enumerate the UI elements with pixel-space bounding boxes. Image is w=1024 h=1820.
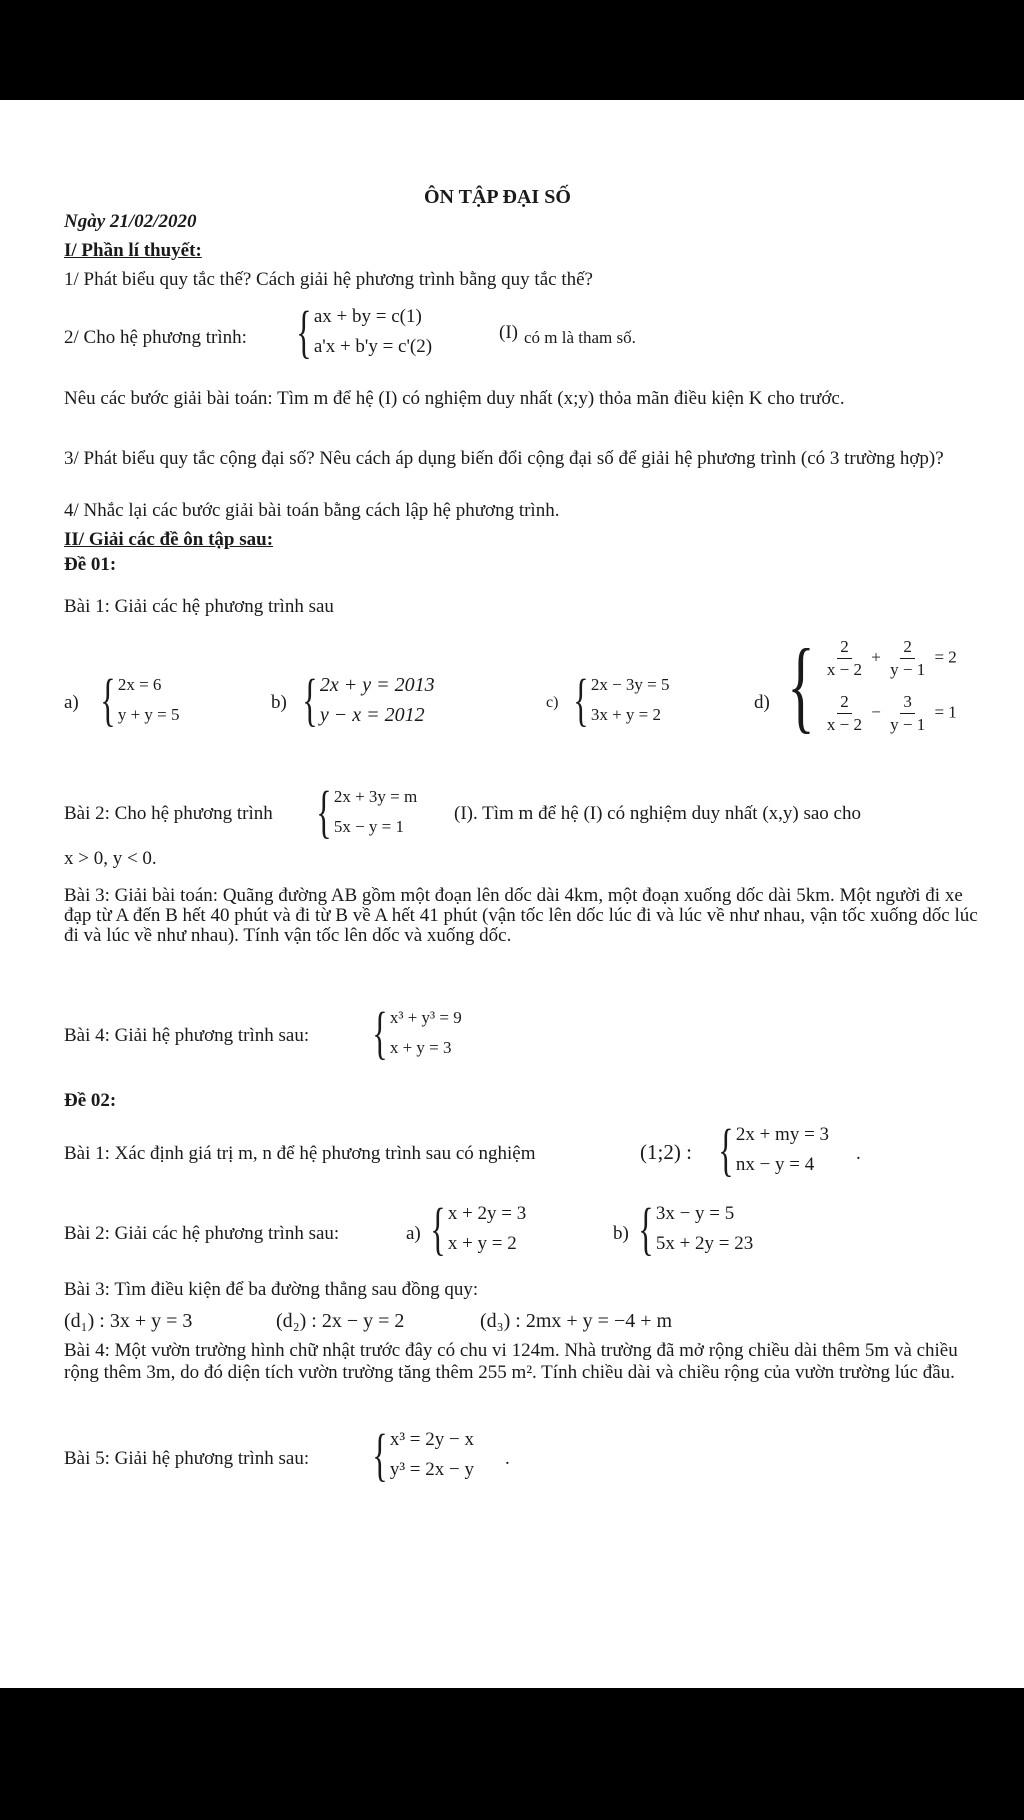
label-b: b) [271, 692, 287, 713]
system-label: (I) [499, 322, 518, 343]
date: Ngày 21/02/2020 [64, 211, 197, 232]
equation: x + y = 3 [389, 1038, 452, 1057]
equation: nx − y = 4 [735, 1154, 815, 1175]
de01-bai1: Bài 1: Giải các hệ phương trình sau [64, 596, 334, 617]
system-b: { 2x + y = 2013 y − x = 2012 [302, 667, 435, 732]
fraction: $\frac{3}{y - 1}$ [890, 692, 926, 734]
de02-bai3: Bài 3: Tìm điều kiện để ba đường thẳng sau đồng quy: [64, 1279, 479, 1300]
de02-bai1-end: . [856, 1143, 861, 1164]
fraction: $\frac{2}{x - 2}$ [826, 637, 863, 679]
de01-bai2-suffix: (I). Tìm m để hệ (I) có nghiệm duy nhất (x,y) sao cho [454, 803, 861, 824]
part1-q2-text: Nêu các bước giải bài toán: Tìm m để hệ (I) có nghiệm duy nhất (x;y) thỏa mãn điều kiện K cho trước. [64, 388, 845, 409]
equation: x³ = 2y − x [389, 1429, 474, 1450]
equation: 5x + 2y = 23 [655, 1233, 754, 1254]
equation: y − x = 2012 [319, 704, 425, 726]
label-c: c) [546, 694, 559, 711]
part1-q3: 3/ Phát biểu quy tắc cộng đại số? Nêu cách áp dụng biến đổi cộng đại số để giải hệ phương trình (có 3 trường hợp)? [64, 448, 944, 469]
de01-bai2-system: { 2x + 3y = m 5x − y = 1 [316, 779, 418, 844]
de01-bai4-prefix: Bài 4: Giải hệ phương trình sau: [64, 1025, 310, 1046]
line-d3: (d₃) : 2mx + y = −4 + m [480, 1310, 673, 1332]
equation: 2x = 6 [117, 675, 162, 694]
equation: y + y = 5 [117, 705, 180, 724]
system-c: { 2x − 3y = 5 3x + y = 2 [573, 667, 670, 732]
equation: a'x + b'y = c'(2) [313, 336, 433, 357]
part1-q4: 4/ Nhắc lại các bước giải bài toán bằng cách lập hệ phương trình. [64, 500, 560, 521]
part1-q2-suffix: có m là tham số. [524, 328, 636, 347]
part2-heading: II/ Giải các đề ôn tập sau: [64, 529, 274, 550]
de02-heading: Đề 02: [64, 1090, 117, 1111]
de02-bai1-prefix: Bài 1: Xác định giá trị m, n để hệ phương trình sau có nghiệm [64, 1143, 536, 1164]
de02-bai2-prefix: Bài 2: Giải các hệ phương trình sau: [64, 1223, 340, 1244]
de02-bai5-end: . [505, 1448, 510, 1469]
equation: 3x − y = 5 [655, 1203, 735, 1224]
de02-bai1-point: (1;2) : [640, 1140, 692, 1164]
left-brace: { [296, 299, 312, 364]
equation: 2x + 3y = m [333, 787, 418, 806]
equation: x + 2y = 3 [447, 1203, 527, 1224]
part1-q2-system [290, 299, 433, 364]
de02-bai2-a-system: { x + 2y = 3 x + y = 2 [430, 1196, 527, 1261]
fraction: $\frac{2}{x - 2}$ [826, 692, 863, 734]
de01-bai2-prefix: Bài 2: Cho hệ phương trình [64, 803, 273, 824]
system-a: { 2x = 6 y + y = 5 [100, 667, 180, 732]
de02-bai5-system: { x³ = 2y − x y³ = 2x − y [372, 1422, 474, 1487]
equation: x³ + y³ = 9 [389, 1008, 462, 1027]
de02-bai2-a-label: a) [406, 1223, 421, 1244]
page-title: ÔN TẬP ĐẠI SỐ [424, 186, 571, 208]
part1-q1: 1/ Phát biểu quy tắc thế? Cách giải hệ phương trình bằng quy tắc thế? [64, 269, 593, 290]
equation: 2x − 3y = 5 [590, 675, 670, 694]
de02-bai5-prefix: Bài 5: Giải hệ phương trình sau: [64, 1448, 310, 1469]
de02-bai1-system: { 2x + my = 3 nx − y = 4 [718, 1117, 830, 1182]
line-d1: (d₁) : 3x + y = 3 [64, 1310, 193, 1332]
system-d: { $\frac{2}{x - 2}$ + $\frac{2}{y - 1}$ = 2 $\frac{2}{x - 2}$ − $\frac{3}{y - 1}$ = 1 [787, 628, 957, 743]
label-a: a) [64, 692, 79, 713]
equation: 3x + y = 2 [590, 705, 662, 724]
line-d2: (d₂) : 2x − y = 2 [276, 1310, 405, 1332]
equation: 2x + y = 2013 [319, 674, 435, 696]
de02-bai2-b-label: b) [613, 1223, 629, 1244]
equation: x + y = 2 [447, 1233, 517, 1254]
fraction: $\frac{2}{y - 1}$ [890, 637, 926, 679]
de01-bai3: Bài 3: Giải bài toán: Quãng đường AB gồm một đoạn lên dốc dài 4km, một đoạn xuống dốc dài 5km. Một người đi xe đạp từ A đến B hết 40 phút và đi từ B về A hết 41 phút (vận tốc lên dốc lúc đi và lúc về như nhau, vận tốc xuống dốc lúc đi và lúc về như nhau). Tính vận tốc lên dốc và xuống dốc. [64, 885, 978, 946]
part1-heading: I/ Phần lí thuyết: [64, 240, 202, 261]
equation: ax + by = c(1) [313, 306, 422, 327]
de02-bai4: Bài 4: Một vườn trường hình chữ nhật trước đây có chu vi 124m. Nhà trường đã mở rộng chiều dài thêm 5m và chiều rộng thêm 3m, do đó diện tích vườn trường tăng thêm 255 m². Tính chiều dài và chiều rộng của vườn trường lúc đầu. [64, 1340, 958, 1383]
de01-bai2-condition: x > 0, y < 0. [64, 848, 157, 869]
part1-q2-prefix: 2/ Cho hệ phương trình: [64, 327, 247, 348]
de01-bai4-system: { x³ + y³ = 9 x + y = 3 [372, 1000, 462, 1065]
de01-heading: Đề 01: [64, 554, 117, 575]
equation: 2x + my = 3 [735, 1124, 830, 1145]
label-d: d) [754, 692, 770, 713]
equation: 5x − y = 1 [333, 817, 405, 836]
equation: y³ = 2x − y [389, 1459, 474, 1480]
de02-bai2-b-system: { 3x − y = 5 5x + 2y = 23 [638, 1196, 754, 1261]
